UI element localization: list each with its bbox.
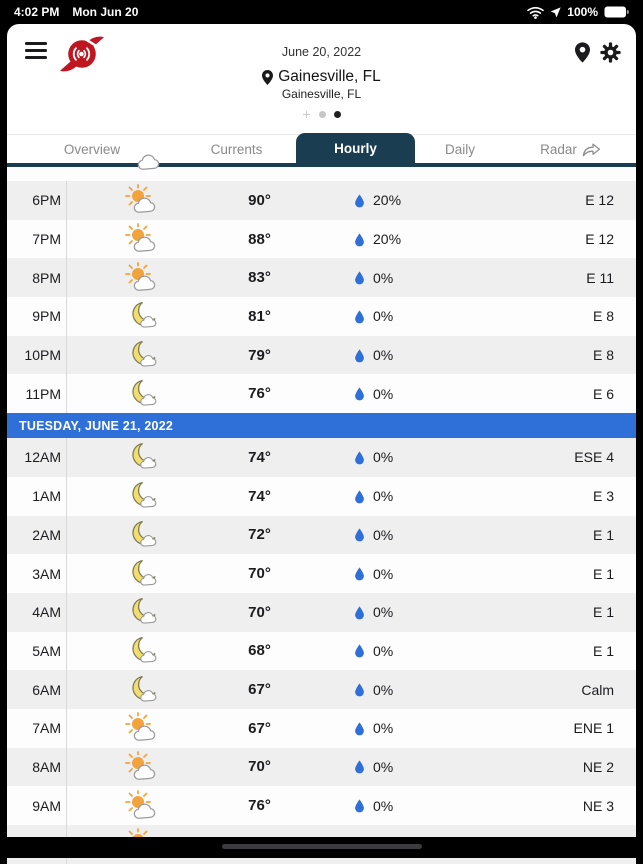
settings-button[interactable] <box>600 42 621 63</box>
row-temperature: 81° <box>248 307 271 325</box>
row-time: 4AM <box>7 593 67 632</box>
hourly-table <box>7 167 636 864</box>
weather-icon-cell <box>67 786 217 825</box>
row-time: 12AM <box>7 438 67 477</box>
row-time: 8PM <box>7 258 67 297</box>
row-time: 9AM <box>7 786 67 825</box>
droplet-icon <box>354 348 365 363</box>
precip-value: 20% <box>373 231 402 248</box>
droplet-icon <box>354 643 365 658</box>
location-pin-icon <box>262 70 273 85</box>
row-precipitation <box>302 593 497 632</box>
droplet-icon <box>354 605 365 620</box>
day-icon <box>123 223 161 255</box>
status-bar <box>0 0 643 24</box>
night-icon <box>123 635 161 667</box>
location-name: Gainesville, FL <box>278 68 381 85</box>
droplet-icon <box>354 759 365 774</box>
weather-icon-cell <box>67 593 217 632</box>
precip-value: 0% <box>373 488 394 505</box>
night-icon <box>123 441 161 473</box>
hourly-row[interactable] <box>7 748 636 787</box>
row-wind: NE 3 <box>582 797 614 814</box>
gear-icon <box>600 42 621 63</box>
row-precipitation <box>302 516 497 555</box>
row-wind: E 8 <box>592 308 614 325</box>
row-time: 1AM <box>7 477 67 516</box>
row-wind: E 1 <box>592 604 614 621</box>
precip-value: 0% <box>373 385 394 402</box>
row-time: 6AM <box>7 670 67 709</box>
row-precipitation <box>302 297 497 336</box>
day-icon <box>127 141 165 173</box>
battery-percent: 100% <box>567 5 598 19</box>
precip-value: 0% <box>373 797 394 814</box>
weather-icon-cell <box>67 554 217 593</box>
row-wind: E 6 <box>592 385 614 402</box>
night-icon <box>123 519 161 551</box>
precip-value: 0% <box>373 758 394 775</box>
row-time: 5AM <box>7 632 67 671</box>
row-precipitation <box>302 709 497 748</box>
hourly-row[interactable] <box>7 516 636 555</box>
precip-value: 0% <box>373 449 394 466</box>
row-wind: ESE 4 <box>574 449 614 466</box>
droplet-icon <box>354 682 365 697</box>
row-precipitation <box>302 786 497 825</box>
precip-value: 0% <box>373 308 394 325</box>
row-time: 6PM <box>7 181 67 220</box>
row-wind: NE 2 <box>582 758 614 775</box>
status-date: Mon Jun 20 <box>72 5 139 19</box>
weather-icon-cell <box>67 748 217 787</box>
row-temperature: 70° <box>248 758 271 776</box>
row-temperature: 67° <box>248 719 271 737</box>
previous-row-sliver <box>7 167 636 181</box>
weather-icon-cell <box>67 670 217 709</box>
row-time: 7PM <box>7 220 67 259</box>
droplet-icon <box>354 270 365 285</box>
row-temperature: 83° <box>248 269 271 287</box>
header-date: June 20, 2022 <box>281 45 362 59</box>
row-temperature: 88° <box>248 230 271 248</box>
weather-icon-cell <box>67 709 217 748</box>
day-icon <box>123 262 161 294</box>
hourly-row[interactable] <box>7 593 636 632</box>
row-temperature: 70° <box>248 603 271 621</box>
hourly-row[interactable] <box>7 438 636 477</box>
hourly-row[interactable] <box>7 181 636 220</box>
tab-hourly[interactable]: Hourly <box>296 133 415 163</box>
tab-radar[interactable]: Radar <box>505 135 636 163</box>
row-precipitation <box>302 220 497 259</box>
row-wind: E 1 <box>592 565 614 582</box>
row-time: 8AM <box>7 748 67 787</box>
row-temperature: 74° <box>248 448 271 466</box>
menu-button[interactable] <box>25 42 47 59</box>
droplet-icon <box>354 309 365 324</box>
row-temperature: 70° <box>248 565 271 583</box>
wifi-icon <box>527 6 544 19</box>
weather-icon-cell <box>67 258 217 297</box>
tab-currents[interactable]: Currents <box>210 141 263 157</box>
precip-value: 20% <box>373 192 402 209</box>
precip-value: 0% <box>373 269 394 286</box>
tab-overview[interactable]: Overview <box>63 141 121 157</box>
home-indicator[interactable] <box>222 844 422 849</box>
location-subname: Gainesville, FL <box>281 87 362 101</box>
station-logo <box>59 32 105 76</box>
row-precipitation <box>302 632 497 671</box>
row-temperature: 72° <box>248 526 271 544</box>
my-location-button[interactable] <box>575 42 590 63</box>
app-header <box>7 24 636 134</box>
row-precipitation <box>302 258 497 297</box>
weather-icon-cell <box>67 181 217 220</box>
weather-icon-cell <box>67 477 217 516</box>
row-precipitation <box>302 477 497 516</box>
row-precipitation <box>302 336 497 375</box>
weather-icon-cell <box>67 632 217 671</box>
row-time: 10PM <box>7 336 67 375</box>
page-dot-inactive[interactable] <box>319 111 326 118</box>
hourly-row[interactable] <box>7 786 636 825</box>
precip-value: 0% <box>373 642 394 659</box>
droplet-icon <box>354 721 365 736</box>
row-temperature: 67° <box>248 681 271 699</box>
bottom-bar <box>0 837 643 858</box>
night-icon <box>123 300 161 332</box>
hourly-row[interactable] <box>7 297 636 336</box>
page-control[interactable] <box>127 106 516 122</box>
row-time: 3AM <box>7 554 67 593</box>
droplet-icon <box>354 193 365 208</box>
tab-daily[interactable]: Daily <box>444 141 475 157</box>
row-time: 2AM <box>7 516 67 555</box>
row-wind: E 3 <box>592 488 614 505</box>
share-forward-icon <box>582 142 601 157</box>
row-wind: E 12 <box>585 231 614 248</box>
droplet-icon <box>354 527 365 542</box>
droplet-icon <box>354 232 365 247</box>
row-precipitation <box>302 670 497 709</box>
row-wind: Calm <box>581 681 614 698</box>
droplet-icon <box>354 450 365 465</box>
hourly-row[interactable] <box>7 374 636 413</box>
row-temperature: 90° <box>248 191 271 209</box>
add-location-icon[interactable]: + <box>302 106 311 122</box>
hourly-row[interactable] <box>7 709 636 748</box>
location-arrow-icon <box>550 7 561 18</box>
day-icon <box>123 184 161 216</box>
row-time: 9PM <box>7 297 67 336</box>
hourly-row[interactable] <box>7 670 636 709</box>
droplet-icon <box>354 386 365 401</box>
night-icon <box>123 674 161 706</box>
day-icon <box>123 712 161 744</box>
night-icon <box>123 480 161 512</box>
row-precipitation <box>302 554 497 593</box>
row-wind: ENE 1 <box>573 720 614 737</box>
weather-icon-cell <box>67 336 217 375</box>
app-window <box>7 24 636 837</box>
hourly-row[interactable] <box>7 336 636 375</box>
hourly-row[interactable] <box>7 632 636 671</box>
row-temperature: 76° <box>248 797 271 815</box>
weather-icon-cell <box>67 374 217 413</box>
status-time: 4:02 PM <box>14 5 60 19</box>
night-icon <box>123 378 161 410</box>
location-pin-icon <box>575 42 590 63</box>
weather-icon-cell <box>67 438 217 477</box>
day-banner: TUESDAY, JUNE 21, 2022 <box>7 413 636 438</box>
row-temperature: 68° <box>248 642 271 660</box>
precip-value: 0% <box>373 720 394 737</box>
hourly-row[interactable] <box>7 477 636 516</box>
day-icon <box>123 751 161 783</box>
row-temperature: 79° <box>248 346 271 364</box>
droplet-icon <box>354 566 365 581</box>
precip-value: 0% <box>373 604 394 621</box>
row-time: 7AM <box>7 709 67 748</box>
row-wind: E 8 <box>592 347 614 364</box>
precip-value: 0% <box>373 526 394 543</box>
row-precipitation <box>302 374 497 413</box>
weather-icon-cell <box>67 220 217 259</box>
weather-icon-cell <box>67 516 217 555</box>
row-temperature: 76° <box>248 385 271 403</box>
row-wind: E 12 <box>585 192 614 209</box>
row-precipitation <box>302 748 497 787</box>
row-temperature: 74° <box>248 487 271 505</box>
row-wind: E 1 <box>592 642 614 659</box>
day-icon <box>123 790 161 822</box>
battery-icon <box>604 6 629 18</box>
row-wind: E 1 <box>592 526 614 543</box>
night-icon <box>123 558 161 590</box>
droplet-icon <box>354 798 365 813</box>
hourly-row[interactable] <box>7 220 636 259</box>
row-precipitation <box>302 181 497 220</box>
page-dot-active[interactable] <box>334 111 341 118</box>
precip-value: 0% <box>373 681 394 698</box>
droplet-icon <box>354 489 365 504</box>
hourly-row[interactable] <box>7 554 636 593</box>
row-time: 11PM <box>7 374 67 413</box>
tab-bar <box>7 134 636 163</box>
row-wind: E 11 <box>586 269 614 286</box>
precip-value: 0% <box>373 565 394 582</box>
night-icon <box>123 339 161 371</box>
night-icon <box>123 596 161 628</box>
row-precipitation <box>302 438 497 477</box>
weather-icon-cell <box>67 297 217 336</box>
hourly-row[interactable] <box>7 258 636 297</box>
precip-value: 0% <box>373 347 394 364</box>
